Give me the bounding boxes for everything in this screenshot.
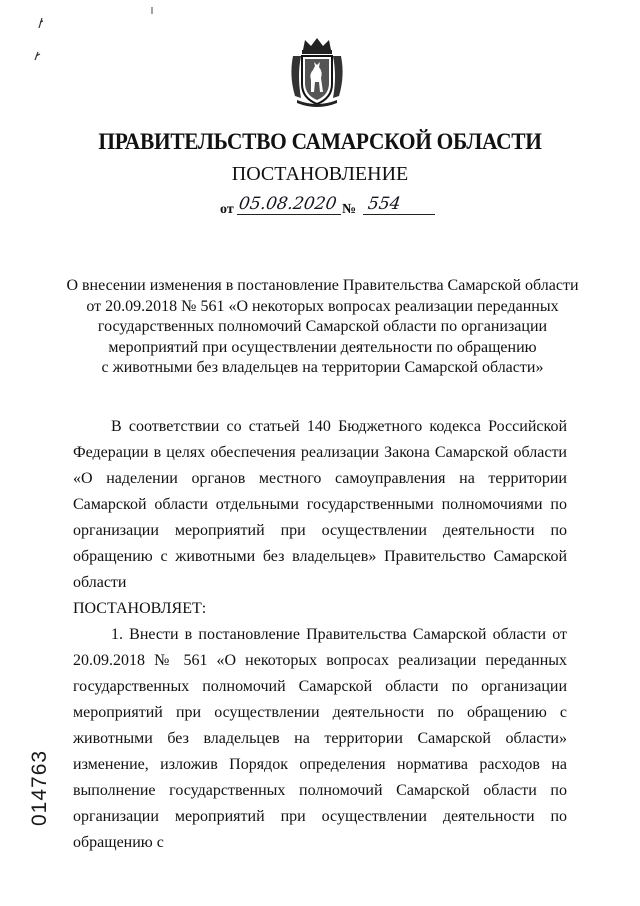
- date-number-line: [215, 194, 445, 218]
- subject-line: государственных полномочий Самарской области по организации: [97, 318, 548, 335]
- subject-line: от 20.09.2018 № 561 «О некоторых вопросах реализации переданных: [86, 297, 559, 315]
- document-body: [73, 414, 567, 856]
- subject-line: с животными без владельцев на территории Самарской области»: [101, 359, 544, 376]
- number-underline: [363, 214, 435, 215]
- document-type: ПОСТАНОВЛЕНИЕ: [231, 163, 409, 185]
- date-underline: [237, 214, 341, 215]
- number-label: №: [342, 202, 357, 217]
- registration-number: 014763: [28, 749, 51, 826]
- document-subject: [60, 276, 585, 379]
- handwritten-number: 554: [366, 194, 402, 214]
- coat-of-arms-emblem: [287, 36, 347, 108]
- subject-line: О внесении изменения в постановление Правительства Самарской области: [66, 277, 579, 294]
- subject-line: мероприятий при осуществлении деятельности по обращению: [108, 338, 537, 356]
- registration-stamp: [28, 749, 58, 906]
- item-1-paragraph: 1. Внести в постановление Правительства Самарской области от 20.09.2018 № 561 «О некоторых вопросах реализации переданных государственных полномочий Самарской области по организации мероприятий при осуществлении деятельности по обращению с животными без владельцев на территории Самарской области» изменение, изложив Порядок определения норматива расходов на выполнение государственных полномочий Самарской области по организации мероприятий при осуществлении деятельности по обращению с: [73, 626, 567, 851]
- handwritten-date: 05.08.2020: [237, 194, 338, 214]
- preamble-paragraph: В соответствии со статьей 140 Бюджетного кодекса Российской Федерации в целях обеспечения реализации Закона Самарской области «О наделении органов местного самоуправления на территории Самарской области отдельными государственными полномочиями по организации мероприятий при осуществлении деятельности по обращению с животными без владельцев» Правительство Самарской области: [73, 418, 567, 591]
- organization-title: ПРАВИТЕЛЬСТВО САМАРСКОЙ ОБЛАСТИ: [98, 129, 542, 154]
- decree-word: ПОСТАНОВЛЯЕТ:: [73, 600, 207, 617]
- scan-mark: [150, 6, 156, 16]
- date-label: от: [220, 202, 234, 217]
- scan-mark: [30, 10, 50, 70]
